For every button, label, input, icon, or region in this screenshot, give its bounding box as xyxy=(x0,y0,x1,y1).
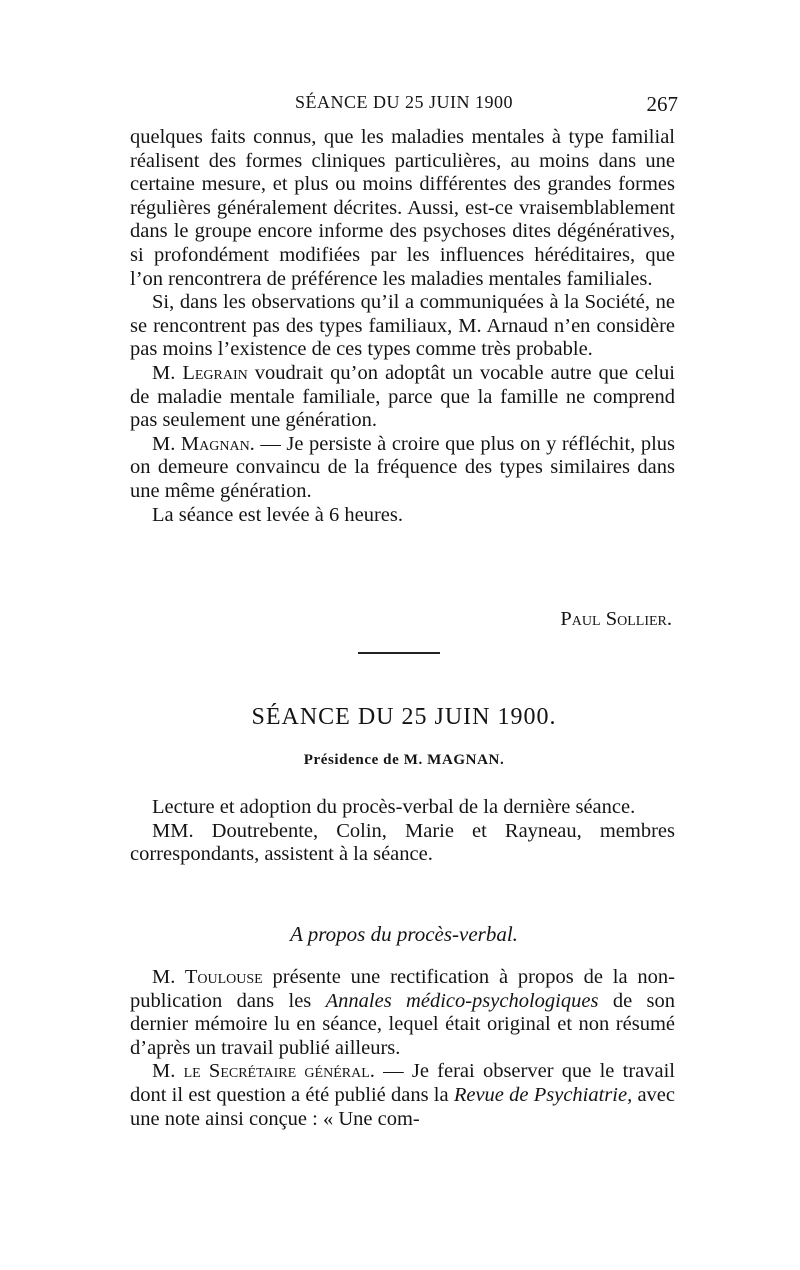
journal-annales: Annales médico-psychologiques xyxy=(325,989,599,1012)
journal-revue: Revue de Psychiatrie, xyxy=(453,1083,633,1106)
paragraph-arnaud: Si, dans les observations qu’il a communiquées à la Société, ne se rencontrent pas des types familiaux, M. Arnaud n’en considère pas moins l’existence de ces types comme très probable. xyxy=(130,291,675,361)
toulouse-text-b: de son dernier mémoire lu en séance, lequel était original et non résumé d’après un travail publié ailleurs. xyxy=(130,989,675,1059)
secretaire-text-b: avec une note ainsi conçue : « Une com- xyxy=(130,1083,676,1130)
paragraph-lecture: Lecture et adoption du procès-verbal de la dernière séance. xyxy=(152,796,636,818)
paragraph-continuation: quelques faits connus, que les maladies mentales à type familial réalisent des formes cliniques particulières, au moins dans une certaine mesure, et plus ou moins différentes des grandes formes régulières généralement décrites. Aussi, est-ce vraisemblablement dans le groupe encore informe des psychoses dites dégénératives, si profondément modifiées par les influences héréditaires, que l’on rencontrera de préférence les maladies mentales familiales. xyxy=(130,126,675,290)
body-mid xyxy=(130,796,675,867)
running-head-title: SÉANCE DU 25 JUIN 1900 xyxy=(295,92,513,112)
signature: Paul Sollier. xyxy=(560,608,672,630)
paragraph-toulouse xyxy=(130,966,675,1060)
section-title: SÉANCE DU 25 JUIN 1900. xyxy=(251,704,557,730)
section-divider xyxy=(358,652,440,654)
body-top xyxy=(130,126,675,527)
secretaire-text-a: — Je ferai observer que le travail dont il est question a été publié dans la xyxy=(130,1060,675,1106)
paragraph-magnan xyxy=(130,433,675,504)
presidence-line: Présidence de M. MAGNAN. xyxy=(303,752,505,768)
magnan-text: — Je persiste à croire que plus on y réfléchit, plus on demeure convaincu de la fréquence des types similaires dans une même génération. xyxy=(130,432,675,502)
page-number: 267 xyxy=(646,92,678,116)
speaker-secretaire: M. le Secrétaire général. xyxy=(152,1060,375,1083)
paragraph-attendance: MM. Doutrebente, Colin, Marie et Rayneau, membres correspondants, assistent à la séance. xyxy=(130,819,675,866)
subheading: A propos du procès-verbal. xyxy=(290,922,518,946)
toulouse-text-a: présente une rectification à propos de la non-publication dans les xyxy=(130,966,675,1012)
speaker-magnan: M. Magnan. xyxy=(152,432,255,455)
running-head xyxy=(130,92,678,122)
speaker-toulouse: M. Toulouse xyxy=(152,966,263,988)
paragraph-legrain xyxy=(130,362,675,433)
legrain-text: voudrait qu’on adoptât un vocable autre que celui de maladie mentale familiale, parce que la famille ne comprend pas seulement une génération. xyxy=(130,361,675,432)
body-bottom xyxy=(130,966,675,1131)
paragraph-secretaire xyxy=(130,1060,675,1131)
speaker-legrain: M. Legrain xyxy=(152,361,248,384)
paragraph-closing: La séance est levée à 6 heures. xyxy=(152,503,403,526)
